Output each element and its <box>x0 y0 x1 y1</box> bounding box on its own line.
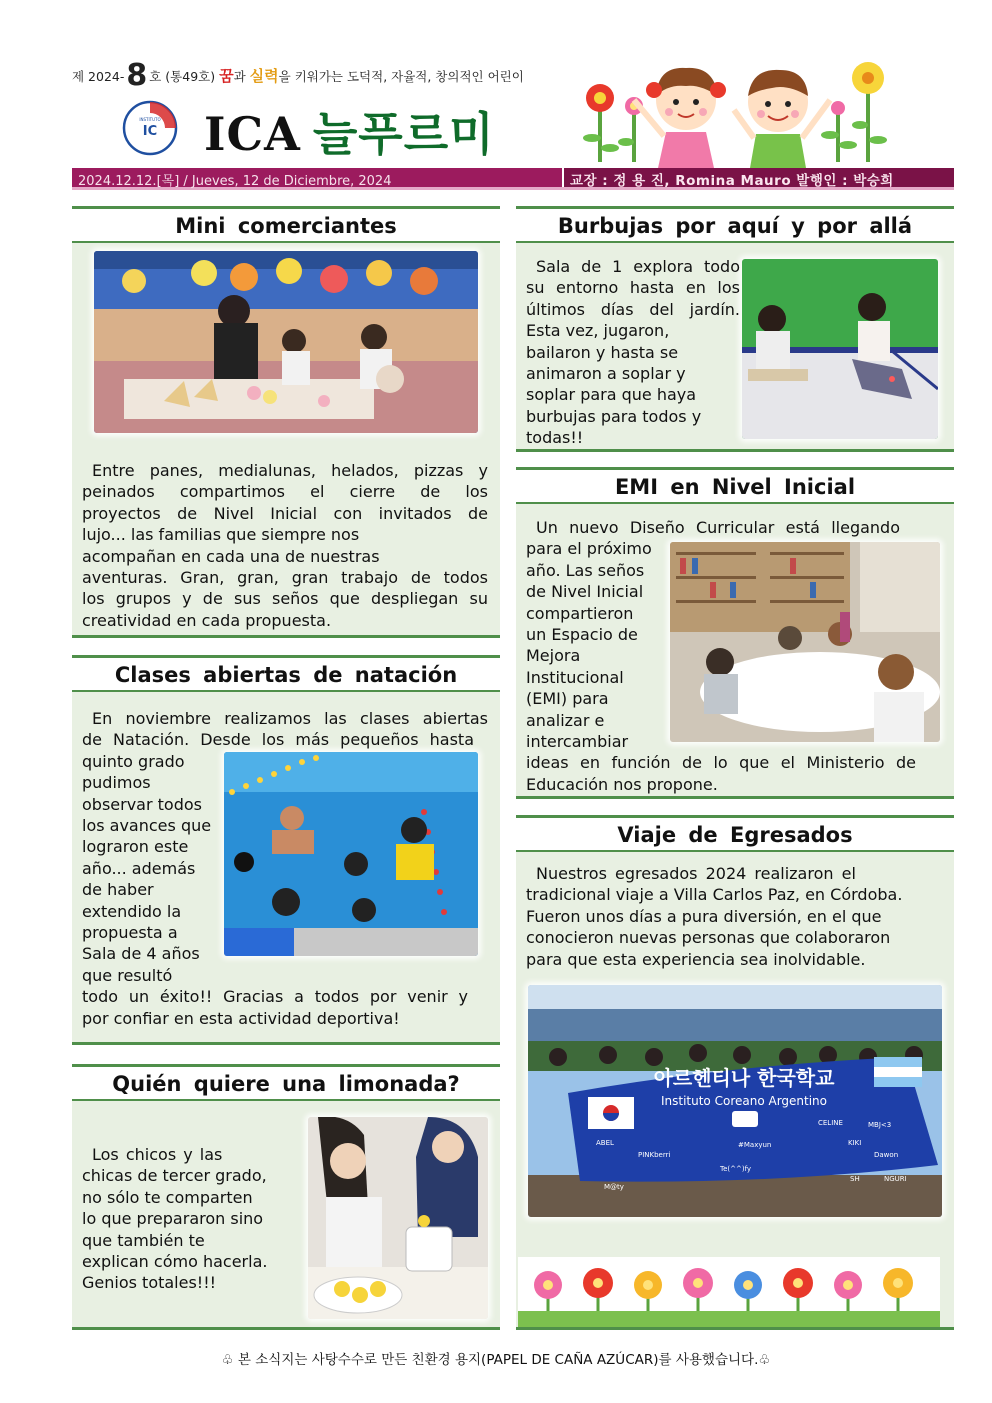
text-line: Educación nos propone. <box>526 774 718 794</box>
article-body <box>82 1144 302 1294</box>
text-line: lujo... las familias que siempre nos <box>82 525 360 545</box>
staff-credits: 교장 : 정 용 진, Romina Mauro 발행인 : 박승희 <box>562 168 954 187</box>
text-line: chicas de tercer grado, <box>82 1166 267 1186</box>
dateline-bar <box>72 168 954 190</box>
text-line: para el próximo <box>526 539 652 559</box>
text-line: Entre panes, medialunas, helados, pizzas y <box>92 461 488 480</box>
text-line: año... además <box>82 858 196 878</box>
article-body <box>82 708 488 1029</box>
text-line: pudimos <box>82 773 151 793</box>
banner-korean: 아르헨티나 한국학교 <box>653 1066 835 1090</box>
motto-rest: 을 키워가는 도덕적, 자율적, 창의적인 어린이 <box>278 69 524 84</box>
text-line: últimos días del jardín. <box>526 299 740 319</box>
article-title: Quién quiere una limonada? <box>72 1067 500 1101</box>
text-line: de haber <box>82 880 154 900</box>
text-line: animaron a soplar y <box>526 364 686 384</box>
flowers-decoration <box>516 1257 940 1327</box>
article-body <box>526 863 946 970</box>
banner-tag: #Maxyun <box>738 1141 772 1149</box>
text-line: observar todos <box>82 794 202 814</box>
text-line: Los chicos y las <box>92 1145 223 1164</box>
text-line: Fueron unos días a pura diversión, en el que <box>526 906 882 926</box>
article-body <box>526 517 946 795</box>
article-burbujas <box>516 206 954 452</box>
text-line: En noviembre realizamos las clases abiertas <box>92 709 488 728</box>
text-line: Genios totales!!! <box>82 1273 217 1293</box>
text-line: que resultó <box>82 965 173 985</box>
text-line: Institucional <box>526 667 624 687</box>
text-line: explican cómo hacerla. <box>82 1252 268 1272</box>
text-line: acompañan en cada una de nuestras <box>82 546 380 566</box>
text-line: creatividad en cada propuesta. <box>82 610 332 630</box>
text-line: lo que prepararon sino <box>82 1209 264 1229</box>
text-line: Sala de 1 explora todo <box>536 257 740 276</box>
photo-mini-comerciantes <box>94 251 478 433</box>
text-line: los avances que <box>82 816 212 836</box>
banner-tag: Te(^^)fy <box>720 1165 752 1173</box>
text-line: bailaron y hasta se <box>526 342 679 362</box>
text-line: burbujas para todos y <box>526 406 702 426</box>
text-line: que también te <box>82 1230 205 1250</box>
logo-text: INSTITUTO <box>139 117 161 122</box>
motto-word-skill: 실력 <box>249 67 279 85</box>
text-line: por confiar en esta actividad deportiva! <box>82 1008 400 1028</box>
text-line: propuesta a <box>82 923 178 943</box>
text-line: Mejora <box>526 646 581 666</box>
text-line: no sólo te comparten <box>82 1187 253 1207</box>
text-line: un Espacio de <box>526 625 638 645</box>
issue-number: 8 <box>126 58 148 93</box>
motto-connector: 과 <box>233 69 250 84</box>
article-body <box>82 460 488 631</box>
text-line: aventuras. Gran, gran, gran trabajo de todos <box>82 568 488 588</box>
issue-line <box>72 58 524 93</box>
banner-tag: CELINE <box>818 1119 843 1127</box>
text-line: extendido la <box>82 901 182 921</box>
text-line: para que esta experiencia sea inolvidable. <box>526 949 866 969</box>
banner-tag: ABEL <box>596 1139 614 1147</box>
banner-tag: SH <box>850 1175 860 1183</box>
svg-text:IC: IC <box>142 124 158 139</box>
article-title: Mini comerciantes <box>72 209 500 243</box>
banner-tag: KIKI <box>848 1139 862 1147</box>
photo-limonada <box>308 1117 488 1319</box>
text-line: todas!! <box>526 428 584 448</box>
text-line: conocieron nuevas personas que colaboraron <box>526 928 891 948</box>
text-line: los grupos y de sus seños que despliegan su <box>82 589 488 609</box>
article-body <box>526 256 740 449</box>
photo-burbujas <box>742 259 938 439</box>
article-title: EMI en Nivel Inicial <box>516 470 954 504</box>
banner-tag: PINKberri <box>638 1151 671 1159</box>
text-line: todo un éxito!! Gracias a todos por venir y <box>82 987 468 1007</box>
title-korean: 늘푸르미 <box>312 107 495 161</box>
article-limonada <box>72 1064 500 1330</box>
text-line: (EMI) para <box>526 689 609 709</box>
banner-tag: Dawon <box>874 1151 899 1159</box>
text-line: peinados compartimos el cierre de los <box>82 482 488 502</box>
text-line: su entorno hasta en los <box>526 278 740 298</box>
text-line: analizar e <box>526 710 605 730</box>
article-viaje <box>516 815 954 1330</box>
article-title: Burbujas por aquí y por allá <box>516 209 954 243</box>
text-line: soplar para que haya <box>526 385 697 405</box>
text-line: Nuestros egresados 2024 realizaron el <box>536 864 856 883</box>
school-logo <box>122 100 178 156</box>
text-line: proyectos de Nivel Inicial con invitados de <box>82 503 488 523</box>
text-line: ideas en función de lo que el Ministerio de <box>526 753 916 773</box>
text-line: compartieron <box>526 603 634 623</box>
text-line: Un nuevo Diseño Curricular está llegando <box>536 518 900 537</box>
banner-tag: MBJ<3 <box>868 1121 892 1129</box>
text-line: intercambiar <box>526 732 629 752</box>
article-mini-comerciantes <box>72 206 500 638</box>
kids-flowers-illustration <box>568 50 890 168</box>
text-line: Esta vez, jugaron, <box>526 321 670 341</box>
text-line: lograron este <box>82 837 189 857</box>
text-line: tradicional viaje a Villa Carlos Paz, en Córdoba. <box>526 885 903 905</box>
article-emi <box>516 467 954 799</box>
text-line: quinto grado <box>82 751 185 771</box>
text-line: de Nivel Inicial <box>526 582 644 602</box>
article-title: Clases abiertas de natación <box>72 658 500 692</box>
banner-tag: NGURI <box>884 1175 907 1183</box>
issue-suffix: 호 (통49호) <box>149 69 216 84</box>
text-line: Sala de 4 años <box>82 944 200 964</box>
newsletter-title <box>204 98 495 164</box>
banner-tag: M@ty <box>604 1183 624 1191</box>
title-latin: ICA <box>204 107 301 161</box>
issue-prefix: 제 2024- <box>72 69 125 84</box>
footer-note: ♧ 본 소식지는 사탕수수로 만든 친환경 용지(PAPEL DE CAÑA AZÚCAR)를 사용했습니다.♧ <box>221 1352 771 1368</box>
issue-date: 2024.12.12.[목] / Jueves, 12 de Diciembre, 2024 <box>78 174 392 189</box>
motto-word-dream: 꿈 <box>219 67 234 85</box>
text-line: año. Las seños <box>526 560 645 580</box>
article-title: Viaje de Egresados <box>516 818 954 852</box>
photo-viaje <box>528 985 942 1217</box>
text-line: de Natación. Desde los más pequeños hasta <box>82 730 474 750</box>
article-natacion <box>72 655 500 1045</box>
banner-latin: Instituto Coreano Argentino <box>660 1094 828 1108</box>
